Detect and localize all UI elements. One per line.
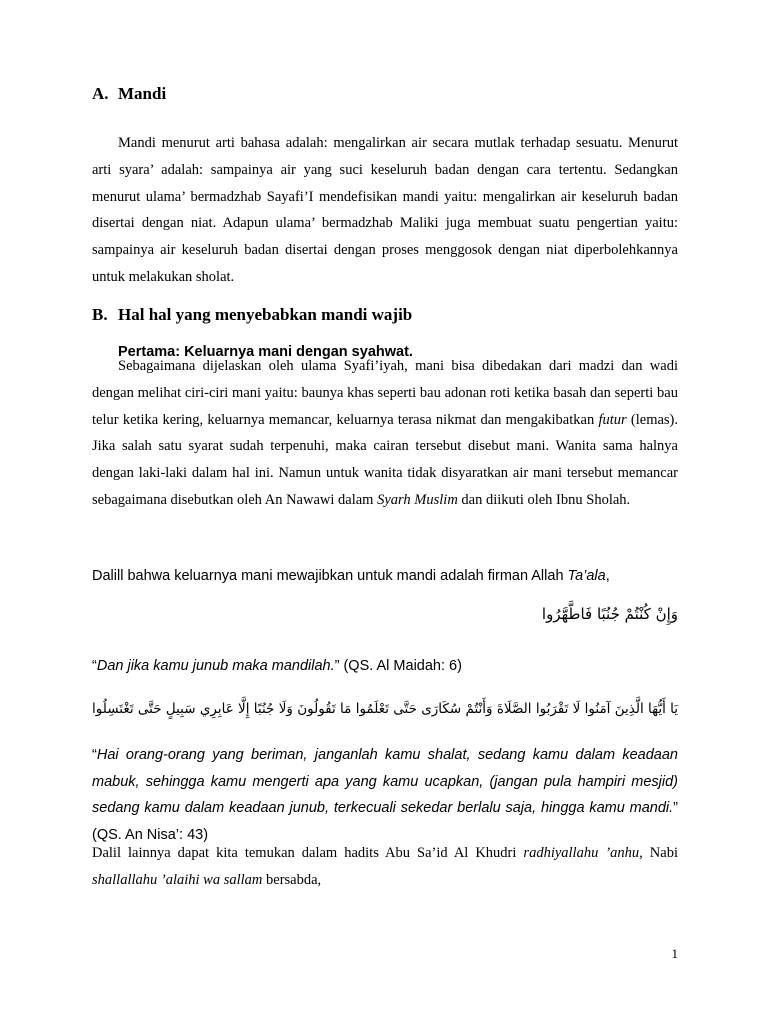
section-a-title: Mandi — [118, 84, 167, 103]
term-radhiyallahu: radhiyallahu ’anhu — [523, 845, 640, 861]
section-b-paragraph-1 — [92, 353, 678, 514]
section-b-heading — [92, 305, 412, 325]
term-taala: Ta’ala — [567, 568, 606, 584]
quote-open: “ — [92, 658, 97, 674]
term-futur: futur — [598, 411, 627, 428]
dalil-intro — [92, 563, 678, 590]
arabic-verse-1: وَإِنْ كُنْتُمْ جُنُبًا فَاطَّهَّرُوا — [541, 605, 678, 623]
section-b-title: Hal hal yang menyebabkan mandi wajib — [118, 305, 413, 324]
quote-2-text: Hai orang-orang yang beriman, janganlah kamu shalat, sedang kamu dalam keadaan mabuk, sehingga kamu mengerti apa yang kamu ucapkan, (jangan pula hampiri mesjid) sedang kamu dalam keadaan junub, terkecuali sekedar berlalu saja, hingga kamu mandi. — [92, 747, 678, 816]
paragraph-text: dan diikuti oleh Ibnu Sholah. — [457, 491, 631, 508]
arabic-verse-2: يَا أَيُّهَا الَّذِينَ آمَنُوا لَا تَقْرَبُوا الصَّلَاةَ وَأَنْتُمْ سُكَارَى حَتَّى تَعْلَمُوا مَا تَقُولُونَ وَلَا جُنُبًا إِلَّا عَابِرِي سَبِيلٍ حَتَّى تَغْتَسِلُوا — [92, 701, 678, 717]
paragraph-text: Sebagaimana dijelaskan oleh ulama Syafi’iyah, mani bisa dibedakan dari madzi dan wadi dengan melihat ciri-ciri mani yaitu: baunya khas seperti bau adonan roti ketika basah dan seperti bau telur ketika kering, keluarnya memancar, keluarnya terasa nikmat dan mengakibatkan — [92, 358, 678, 428]
dalil-2-text: bersabda, — [262, 871, 322, 888]
quote-2-citation: ” (QS. An Nisa’: 43) — [92, 800, 678, 843]
section-b-number: B. — [92, 305, 108, 324]
dalil-2 — [92, 840, 678, 894]
section-a-heading — [92, 84, 166, 104]
quote-1 — [92, 653, 678, 680]
section-b-subheading: Pertama: Keluarnya mani dengan syahwat. — [118, 344, 413, 360]
dalil-2-text: Dalil lainnya dapat kita temukan dalam hadits Abu Sa’id Al Khudri — [92, 845, 524, 861]
quote-2 — [92, 742, 678, 848]
dalil-2-text: , Nabi — [639, 845, 678, 861]
dalil-intro-text: Dalill bahwa keluarnya mani mewajibkan untuk mandi adalah firman Allah — [92, 568, 568, 584]
page-number: 1 — [671, 946, 678, 961]
section-a-paragraph: Mandi menurut arti bahasa adalah: mengalirkan air secara mutlak terhadap sesuatu. Menurut arti syara’ adalah: sampainya air yang suci keseluruh badan dengan cara tertentu. Sedangkan menurut ulama’ bermadzhab Sayafi’I mendefisikan mandi yaitu: mengalirkan air keseluruh badan disertai dengan niat. Adapun ulama’ bermadzhab Maliki juga membuat suatu pengertian yaitu: sampainya air keseluruh badan disertai dengan proses menggosok dengan niat diperbolehkannya untuk melakukan sholat. — [92, 135, 678, 285]
quote-1-text: Dan jika kamu junub maka mandilah. — [96, 658, 335, 674]
term-shallallahu: shallallahu ’alaihi wa sallam — [92, 871, 263, 888]
dalil-intro-end: , — [605, 568, 610, 584]
term-syarh-muslim: Syarh Muslim — [377, 491, 458, 508]
quote-open: “ — [92, 747, 97, 763]
paragraph-text: (lemas). Jika salah satu syarat sudah terpenuhi, maka cairan tersebut disebut mani. Wanita sama halnya dengan laki-laki dalam hal ini. Namun untuk wanita tidak disyaratkan air mani tersebut memancar sebagaimana disebutkan oleh An Nawawi dalam — [92, 411, 679, 508]
quote-1-citation: ” (QS. Al Maidah: 6) — [334, 658, 462, 674]
section-a-number: A. — [92, 84, 109, 103]
